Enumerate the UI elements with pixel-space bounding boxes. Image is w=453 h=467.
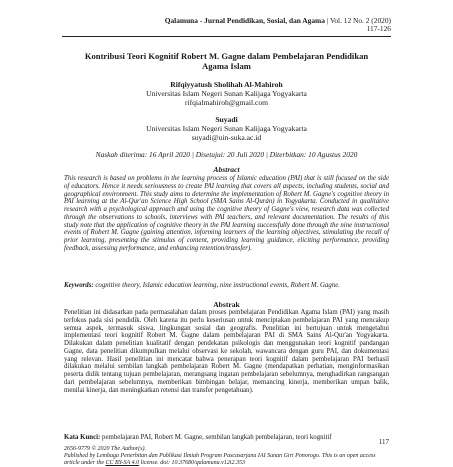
author-name: Suyadi <box>215 115 238 124</box>
keywords-label: Keywords: <box>64 282 94 289</box>
license-link[interactable]: CC BY-SA 4.0 <box>105 460 140 466</box>
header-divider <box>62 36 391 37</box>
author-email: rifqialmahiroh@gmail.com <box>184 98 269 108</box>
keywords-list: pembelajaran PAI, Robert M. Gagne, sembilan langkah pembelajaran, teori kognitif <box>102 434 332 441</box>
journal-volume: | Vol. 12 No. 2 (2020) <box>326 16 391 25</box>
copyright: © 2020 The Author(s). <box>91 446 146 452</box>
keywords-list: cognitive theory, Islamic education learning, nine instructional events, Robert M. Gagne. <box>95 282 340 289</box>
article-title: Kontribusi Teori Kognitif Robert M. Gagne dalam Pembelajaran Pendidikan Agama Islam <box>84 51 369 71</box>
abstract-heading-id: Abstrak <box>213 300 240 309</box>
journal-pages: 117-126 <box>366 24 391 34</box>
author-name: Rifqiyyatush Sholihah Al-Mahiroh <box>170 80 283 89</box>
keywords-en <box>64 282 389 290</box>
doi: 10.37680/qalamuna.v12i2.353 <box>171 460 245 466</box>
keywords-label: Kata Kunci: <box>64 434 101 441</box>
keywords-id <box>64 434 389 442</box>
issn: 2656-9779 <box>64 446 90 452</box>
journal-name: Qalamuna - Jurnal Pendidikan, Sosial, dan Agama <box>164 16 325 25</box>
abstract-heading-en: Abstract <box>213 165 240 174</box>
article-footnote <box>64 446 389 467</box>
author-affiliation: Universitas Islam Negeri Sunan Kalijaga Yogyakarta <box>146 89 307 99</box>
author-block-2 <box>100 115 353 143</box>
license-suffix: license. doi: <box>140 460 170 466</box>
submission-dates: Naskah diterima: 16 April 2020 | Disetujui: 20 Juli 2020 | Diterbitkan: 10 Agustus 2020 <box>95 150 358 159</box>
page-number: 117 <box>378 438 389 446</box>
author-affiliation: Universitas Islam Negeri Sunan Kalijaga Yogyakarta <box>146 124 307 134</box>
abstract-text-en: This research is based on problems in the learning process of Islamic education (PAI) that is still focused on the side of educators. Hence it needs seriousness to create PAI learning that covers all aspects, including students, social and geographical environment. This study aims to determine the implementation of Robert M. Gagne's cognitive theory in PAI learning at the Al-Qur'an Science High School (SMA Sains Al-Qurán) in Yogyakarta. Conducted in qualitative research with a psychological approach and using the cognitive theory of Gagne's view, research data was collected through the observations to schools, interviews with PAI teachers, and relevant documentation. The results of this study note that the application of cognitive theory in the PAI learning successfully done through the nine instructional events of Robert M. Gagne (gaining attention, informing learners of the learning objectives, stimulating the recall of prior learning, presenting the stimulus of content, providing learning guidance, eliciting performance, providing feedback, assessing performance, and enhancing retention/transfer). <box>64 175 389 252</box>
abstract-text-id: Penelitian ini didasarkan pada permasalahan dalam proses pembelajaran Pendidikan Agama Islam (PAI) yang masih terfokus pada sisi pendidik. Oleh karena itu perlu keseriusan untuk menciptakan pembelajaran PAI yang mencakup semua aspek, termasuk siswa, lingkungan sosial dan geografis. Penelitian ini bertujuan untuk mengetahui implementasi teori kognitif Robert M. Gagne dalam pembelajaran PAI di SMA Sains Al-Qur'an Yogyakarta. Dilakukan dalam penelitian kualitatif dengan pendekatan psikologis dan menggunakan teori kognitif pandangan Gagne, data penelitian dikumpulkan melalui observasi ke sekolah, wawancara dengan guru PAI, dan dokumentasi yang relevan. Hasil penelitian ini mencatat bahwa penerapan teori kognitif dalam pembelajaran PAI berhasil dilakukan melalui sembilan langkah pembelajaran Robert M. Gagne (mendapatkan perhatian, menginformasikan peserta didik tentang tujuan pembelajaran, merangsang ingatan pembelajaran sebelumnya, menghadirkan rangsangan dari pembelajaran sebelumnya, memberikan bimbingan belajar, memancing kinerja, memberikan umpan balik, menilai kinerja, dan meningkatkan retensi dan transfer pengetahuan). <box>64 309 389 394</box>
journal-header <box>91 17 391 34</box>
author-email: suyadi@uin-suka.ac.id <box>191 133 262 143</box>
publisher-note: Published by Lembaga Penerbitan dan Publikasi Ilmiah Program Pascasarjana IAI Sunan Giri Ponorogo. This is an open access article under the <box>64 453 376 466</box>
author-block-1 <box>100 80 353 108</box>
